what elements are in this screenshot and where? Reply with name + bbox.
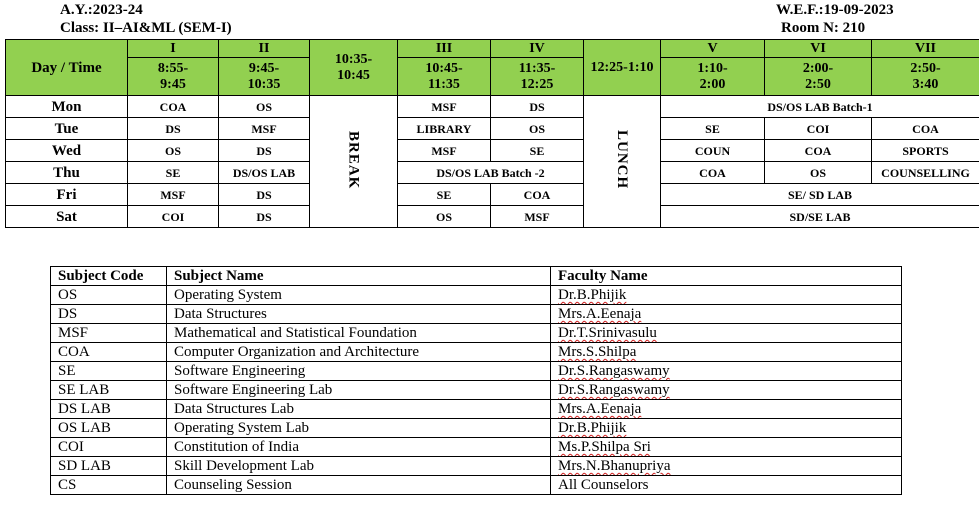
slot: COA (128, 96, 219, 118)
slot: COA (765, 140, 872, 162)
subject-code: CS (51, 476, 167, 495)
faculty-name (551, 343, 902, 362)
faculty-name-text: Dr.S.Rangaswamy (558, 382, 670, 398)
faculty-name (551, 438, 902, 457)
slot: OS (219, 96, 310, 118)
faculty-name-text: All Counselors (558, 477, 649, 493)
subject-code: OS LAB (51, 419, 167, 438)
period-num: IV (491, 40, 584, 58)
day-name: Mon (6, 96, 128, 118)
faculty-name-text: Ms.P.Shilpa Sri (558, 439, 651, 455)
slot: OS (128, 140, 219, 162)
slot: SE (661, 118, 765, 140)
table-row (51, 343, 902, 362)
day-row-mon (6, 96, 979, 118)
subject-name: Mathematical and Statistical Foundation (167, 324, 551, 343)
period-time: 10:45- 11:35 (398, 58, 491, 96)
subject-header-row (51, 267, 902, 286)
faculty-name (551, 286, 902, 305)
faculty-name-text: Mrs.A.Eenaja (558, 401, 642, 417)
day-row-sat (6, 206, 979, 228)
slot: LIBRARY (398, 118, 491, 140)
slot: OS (765, 162, 872, 184)
slot: OS (491, 118, 584, 140)
faculty-name-text: Dr.B.Phijik (558, 287, 627, 303)
period-num: V (661, 40, 765, 58)
period-time: 9:45- 10:35 (219, 58, 310, 96)
day-time-header: Day / Time (6, 40, 128, 96)
break-time: 10:35- 10:45 (310, 40, 398, 96)
subject-name: Software Engineering Lab (167, 381, 551, 400)
subject-code: COI (51, 438, 167, 457)
slot: SPORTS (872, 140, 979, 162)
subject-name: Computer Organization and Architecture (167, 343, 551, 362)
column-header: Faculty Name (551, 267, 902, 286)
slot: DS/OS LAB Batch-1 (661, 96, 979, 118)
subject-table (50, 266, 902, 495)
subject-code: SD LAB (51, 457, 167, 476)
faculty-name (551, 457, 902, 476)
lunch-time: 12:25-1:10 (584, 40, 661, 96)
day-row-fri (6, 184, 979, 206)
slot: SE (491, 140, 584, 162)
slot: OS (398, 206, 491, 228)
slot: DS (219, 206, 310, 228)
academic-year: A.Y.:2023-24 (60, 2, 143, 18)
period-num: VII (872, 40, 979, 58)
table-row (51, 476, 902, 495)
subject-name: Data Structures Lab (167, 400, 551, 419)
class-label: Class: II–AI&ML (SEM-I) (60, 20, 232, 36)
slot: MSF (398, 96, 491, 118)
table-row (51, 400, 902, 419)
faculty-name-text: Dr.S.Rangaswamy (558, 363, 670, 379)
faculty-name-text: Mrs.N.Bhanupriya (558, 458, 671, 474)
subject-name: Constitution of India (167, 438, 551, 457)
subject-name: Skill Development Lab (167, 457, 551, 476)
slot: DS/OS LAB (219, 162, 310, 184)
slot: SE (128, 162, 219, 184)
table-row (51, 286, 902, 305)
faculty-name-text: Dr.B.Phijik (558, 420, 627, 436)
period-num: VI (765, 40, 872, 58)
column-header: Subject Code (51, 267, 167, 286)
subject-code: SE (51, 362, 167, 381)
timetable (5, 39, 979, 228)
faculty-name (551, 362, 902, 381)
day-row-wed (6, 140, 979, 162)
faculty-name-text: Mrs.S.Shilpa (558, 344, 637, 360)
break-column (310, 96, 398, 228)
lunch-column (584, 96, 661, 228)
slot: MSF (219, 118, 310, 140)
slot: COI (765, 118, 872, 140)
slot: SE/ SD LAB (661, 184, 979, 206)
lunch-label: LUNCH (614, 130, 630, 190)
slot: MSF (398, 140, 491, 162)
table-row (51, 381, 902, 400)
subject-code: DS LAB (51, 400, 167, 419)
slot: COA (491, 184, 584, 206)
slot: COI (128, 206, 219, 228)
break-label: BREAK (345, 130, 362, 190)
table-row (51, 438, 902, 457)
period-time: 11:35- 12:25 (491, 58, 584, 96)
table-row (51, 362, 902, 381)
faculty-name-text: Mrs.A.Eenaja (558, 306, 642, 322)
day-row-tue (6, 118, 979, 140)
faculty-name (551, 381, 902, 400)
subject-name: Operating System (167, 286, 551, 305)
subject-code: SE LAB (51, 381, 167, 400)
subject-code: DS (51, 305, 167, 324)
slot: MSF (491, 206, 584, 228)
subject-name: Counseling Session (167, 476, 551, 495)
slot: SD/SE LAB (661, 206, 979, 228)
subject-code: COA (51, 343, 167, 362)
table-row (51, 305, 902, 324)
slot: COUN (661, 140, 765, 162)
slot: COA (661, 162, 765, 184)
slot: DS (491, 96, 584, 118)
slot: DS/OS LAB Batch -2 (398, 162, 584, 184)
faculty-name (551, 324, 902, 343)
period-time: 2:00- 2:50 (765, 58, 872, 96)
slot: COUNSELLING (872, 162, 979, 184)
faculty-name (551, 305, 902, 324)
faculty-name (551, 400, 902, 419)
subject-code: OS (51, 286, 167, 305)
period-time: 2:50- 3:40 (872, 58, 979, 96)
period-num: I (128, 40, 219, 58)
wef-date: W.E.F.:19-09-2023 (776, 2, 894, 18)
faculty-name-text: Dr.T.Srinivasulu (558, 325, 657, 341)
slot: DS (128, 118, 219, 140)
column-header: Subject Name (167, 267, 551, 286)
faculty-name (551, 476, 902, 495)
slot: DS (219, 184, 310, 206)
day-row-thu (6, 162, 979, 184)
period-time: 8:55- 9:45 (128, 58, 219, 96)
subject-name: Software Engineering (167, 362, 551, 381)
day-name: Thu (6, 162, 128, 184)
period-time: 1:10- 2:00 (661, 58, 765, 96)
slot: COA (872, 118, 979, 140)
table-row (51, 457, 902, 476)
subject-code: MSF (51, 324, 167, 343)
period-num: II (219, 40, 310, 58)
slot: DS (219, 140, 310, 162)
room-number: Room N: 210 (781, 20, 866, 36)
day-name: Wed (6, 140, 128, 162)
day-name: Fri (6, 184, 128, 206)
faculty-name (551, 419, 902, 438)
subject-name: Data Structures (167, 305, 551, 324)
slot: SE (398, 184, 491, 206)
period-num: III (398, 40, 491, 58)
table-row (51, 324, 902, 343)
table-row (51, 419, 902, 438)
slot: MSF (128, 184, 219, 206)
day-name: Sat (6, 206, 128, 228)
day-name: Tue (6, 118, 128, 140)
subject-name: Operating System Lab (167, 419, 551, 438)
